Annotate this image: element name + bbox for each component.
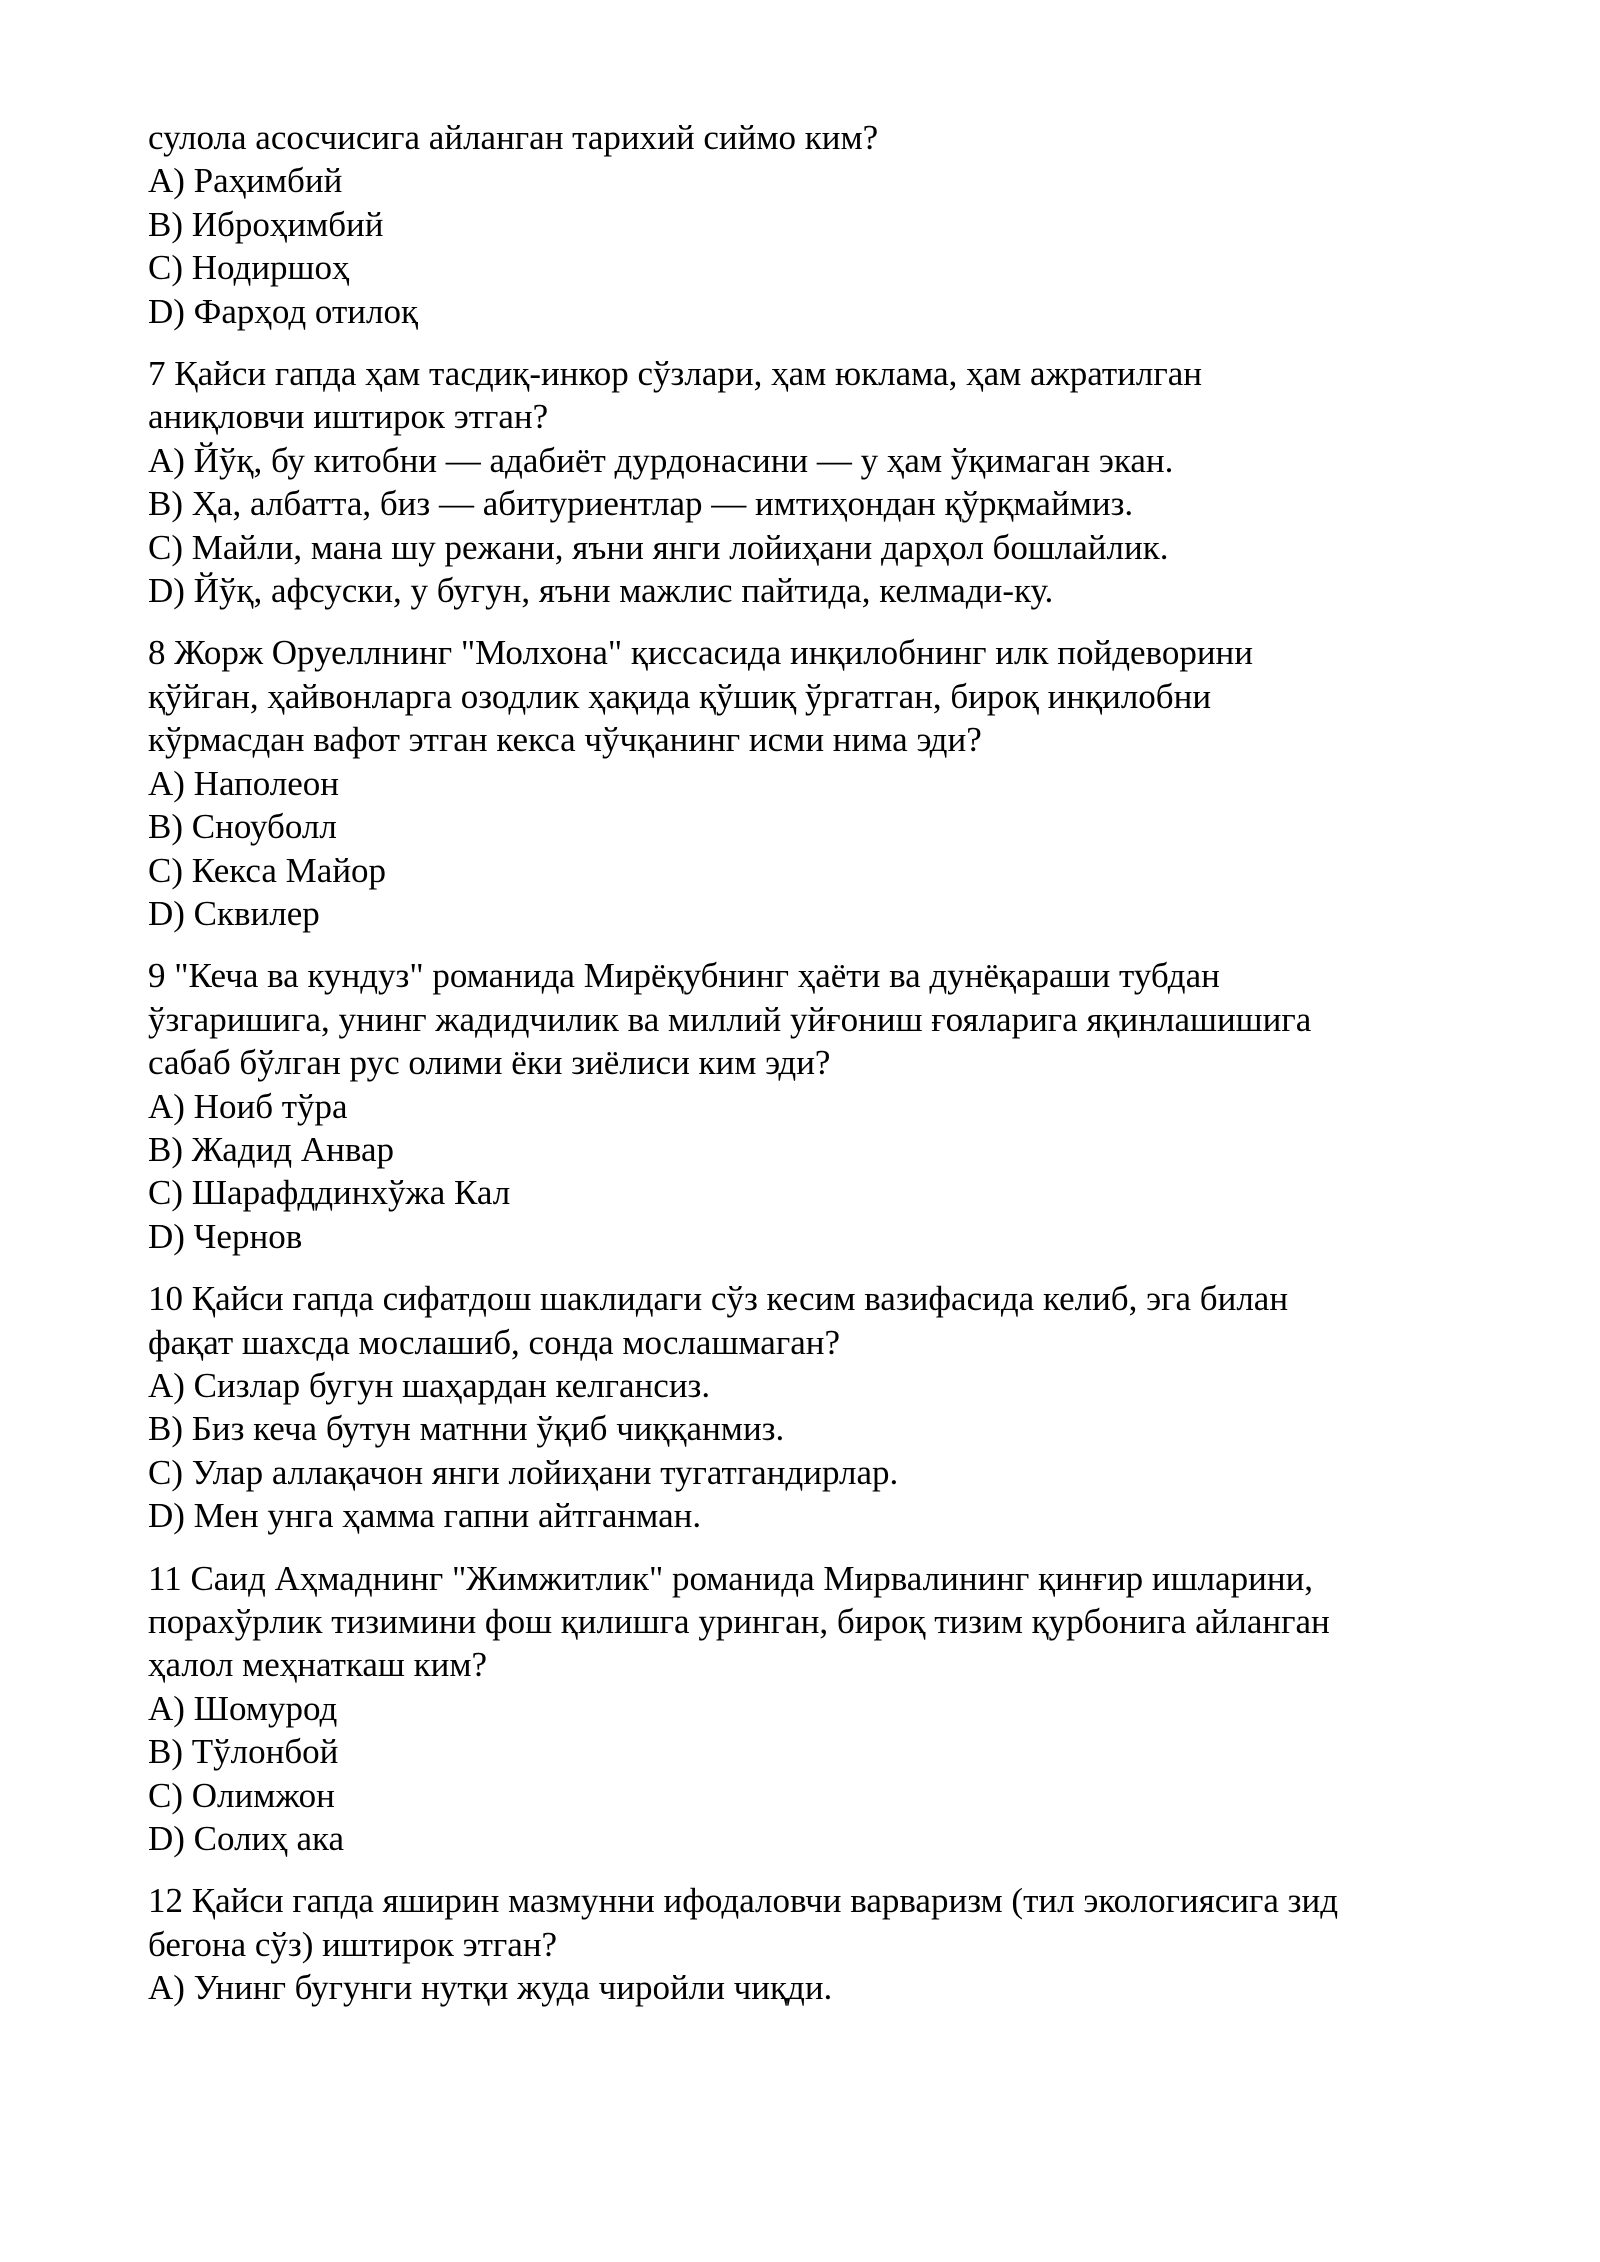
answer-option: A) Унинг бугунги нутқи жуда чиройли чиқди. xyxy=(148,1968,833,2008)
answer-option: B) Тўлонбой xyxy=(148,1732,339,1772)
document-body xyxy=(148,116,1468,2010)
question-block xyxy=(148,631,1468,935)
answer-option: C) Майли, мана шу режани, яъни янги лойиҳани дарҳол бошлайлик. xyxy=(148,527,1169,567)
question-text-line: сабаб бўлган рус олими ёки зиёлиси ким эди? xyxy=(148,1043,831,1083)
question-text-line: ҳалол меҳнаткаш ким? xyxy=(148,1645,488,1685)
question-text-line: ўзгаришига, унинг жадидчилик ва миллий уйғониш ғояларига яқинлашишига xyxy=(148,999,1312,1039)
answer-option: D) Мен унга ҳамма гапни айтганман. xyxy=(148,1496,702,1536)
question-block xyxy=(148,1879,1468,2009)
answer-option: A) Ноиб тўра xyxy=(148,1086,348,1126)
answer-option: C) Шарафддинхўжа Кал xyxy=(148,1173,511,1213)
question-text-line: 12 Қайси гапда яширин мазмунни ифодаловчи варваризм (тил экологиясига зид xyxy=(148,1881,1339,1921)
answer-option: D) Солиҳ ака xyxy=(148,1819,345,1859)
question-text-line: 11 Саид Аҳмаднинг "Жимжитлик" романида Мирвалининг қинғир ишларини, xyxy=(148,1558,1314,1598)
question-text-line: порахўрлик тизимини фош қилишга уринган, бироқ тизим қурбонига айланган xyxy=(148,1602,1330,1641)
answer-option: D) Фарҳод отилоқ xyxy=(148,291,418,331)
answer-option: A) Шомурод xyxy=(148,1688,338,1728)
answer-option: A) Наполеон xyxy=(148,763,340,803)
question-text-line: қўйган, ҳайвонларга озодлик ҳақида қўшиқ ўргатган, бироқ инқилобни xyxy=(148,676,1212,716)
answer-option: B) Сноуболл xyxy=(148,807,337,847)
question-text-line: аниқловчи иштирок этган? xyxy=(148,397,549,437)
question-text-line: фақат шахсда мослашиб, сонда мослашмаган? xyxy=(148,1322,841,1362)
question-block xyxy=(148,954,1468,1258)
question-block xyxy=(148,1277,1468,1537)
question-block xyxy=(148,1557,1468,1861)
answer-option: B) Ҳа, албатта, биз — абитуриентлар — имтиҳондан қўрқмаймиз. xyxy=(148,484,1134,524)
answer-option: B) Иброҳимбий xyxy=(148,204,384,244)
answer-option: D) Сквилер xyxy=(148,893,320,933)
answer-option: A) Раҳимбий xyxy=(148,161,343,201)
answer-option: C) Кекса Майор xyxy=(148,850,387,890)
question-text-line: 8 Жорж Оруеллнинг "Молхона" қиссасида инқилобнинг илк пойдеворини xyxy=(148,633,1254,673)
question-block xyxy=(148,352,1468,612)
answer-option: A) Сизлар бугун шаҳардан келгансиз. xyxy=(148,1365,711,1405)
answer-option: C) Олимжон xyxy=(148,1775,335,1815)
question-text-line: 9 "Кеча ва кундуз" романида Мирёқубнинг ҳаёти ва дунёқараши тубдан xyxy=(148,956,1220,996)
answer-option: A) Йўқ, бу китобни — адабиёт дурдонасини — у ҳам ўқимаган экан. xyxy=(148,440,1174,480)
answer-option: D) Чернов xyxy=(148,1216,303,1256)
question-text-line: бегона сўз) иштирок этган? xyxy=(148,1924,558,1964)
question-continuation xyxy=(148,116,1468,333)
answer-option: C) Улар аллақачон янги лойиҳани тугатгандирлар. xyxy=(148,1452,899,1492)
answer-option: D) Йўқ, афсуски, у бугун, яъни мажлис пайтида, келмади-ку. xyxy=(148,571,1054,611)
question-text-line: кўрмасдан вафот этган кекса чўчқанинг исми нима эди? xyxy=(148,720,982,760)
answer-option: B) Биз кеча бутун матнни ўқиб чиққанмиз. xyxy=(148,1409,785,1449)
question-text-line: 10 Қайси гапда сифатдош шаклидаги сўз кесим вазифасида келиб, эга билан xyxy=(148,1279,1289,1319)
question-text-line: сулола асосчисига айланган тарихий сиймо ким? xyxy=(148,118,879,157)
answer-option: C) Нодиршоҳ xyxy=(148,248,350,288)
question-text-line: 7 Қайси гапда ҳам тасдиқ-инкор сўзлари, ҳам юклама, ҳам ажратилган xyxy=(148,354,1202,394)
answer-option: B) Жадид Анвар xyxy=(148,1129,394,1169)
